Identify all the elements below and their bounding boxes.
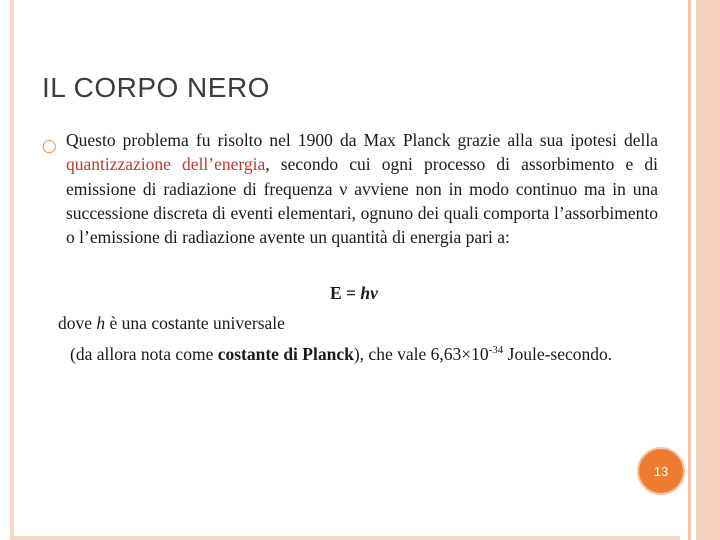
planck-name: costante di Planck: [217, 344, 354, 364]
planck-open: (da allora nota come: [70, 344, 218, 364]
page-number-badge: 13: [637, 447, 685, 495]
times-symbol: ×: [461, 344, 472, 364]
planck-middle: ), che vale 6,63: [353, 344, 462, 364]
dove-prefix: dove: [58, 313, 97, 333]
frame-bottom-border: [14, 536, 680, 540]
planck-base: 10: [471, 344, 489, 364]
paragraph-text-end: , secondo cui ogni processo di assorbimento e di emissione di radiazione di frequenza ν avviene non in modo continuo ma in una successione discreta di eventi elementari, ognuno dei quali comporta l’assorbimento o l’emissione di radiazione avente un quantità di energia pari a:: [66, 154, 658, 248]
constant-definition: [58, 313, 285, 334]
bullet-icon: ◯: [42, 139, 57, 154]
main-paragraph: [66, 128, 658, 249]
formula-lhs: E =: [330, 283, 361, 303]
planck-unit: Joule-secondo.: [503, 344, 613, 364]
paragraph-text-start: Questo problema fu risolto nel 1900 da Max Planck grazie alla sua ipotesi della: [66, 130, 658, 150]
planck-exponent: -34: [488, 344, 504, 356]
slide-title: IL CORPO NERO: [42, 72, 270, 103]
dove-suffix: è una costante universale: [105, 313, 285, 333]
dove-variable: h: [96, 313, 106, 333]
highlighted-term: quantizzazione dell’energia: [66, 154, 266, 175]
formula-rhs: hν: [360, 283, 378, 303]
frame-top: [0, 0, 720, 10]
frame-left-border: [0, 0, 22, 540]
frame-right-border: [680, 0, 720, 540]
energy-formula: [330, 283, 378, 304]
planck-constant-note: [66, 342, 659, 367]
